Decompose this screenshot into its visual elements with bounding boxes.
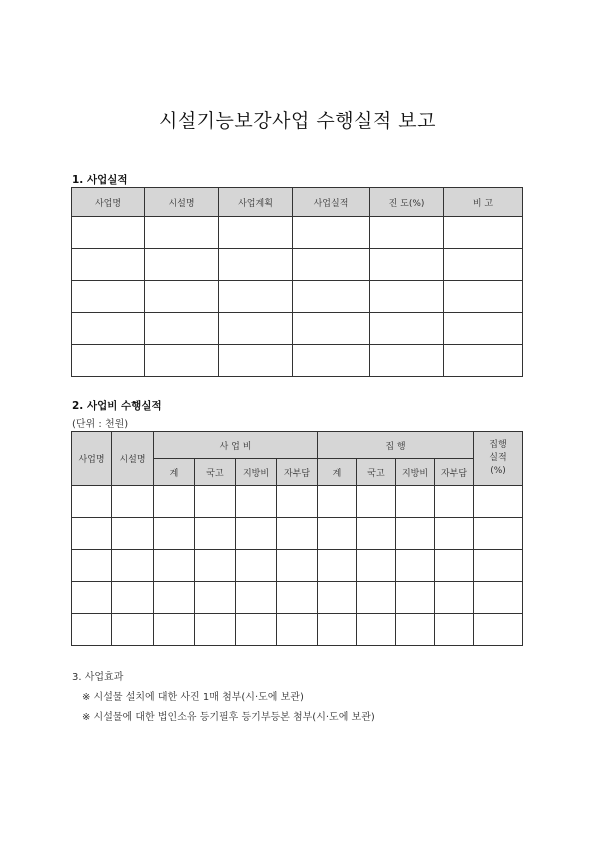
table-cell[interactable]	[396, 550, 435, 582]
table-cell[interactable]	[277, 486, 318, 518]
page-title: 시설기능보강사업 수행실적 보고	[158, 110, 437, 132]
header-facility-name: 시설명	[112, 432, 154, 486]
section3-effects	[72, 668, 375, 728]
table-cell[interactable]	[357, 614, 396, 646]
table-cell[interactable]	[219, 281, 293, 313]
table-cell[interactable]	[318, 582, 357, 614]
table-cell[interactable]	[72, 550, 112, 582]
table-cell[interactable]	[154, 582, 195, 614]
table-cell[interactable]	[72, 518, 112, 550]
table-cell[interactable]	[435, 518, 474, 550]
table-cell[interactable]	[474, 550, 523, 582]
table-cell[interactable]	[293, 313, 370, 345]
table-cell[interactable]	[72, 281, 145, 313]
table-row	[72, 217, 523, 249]
table-cell[interactable]	[236, 614, 277, 646]
header-exec-local: 지방비	[396, 459, 435, 486]
table-cell[interactable]	[112, 582, 154, 614]
table-cell[interactable]	[72, 486, 112, 518]
table-cell[interactable]	[318, 518, 357, 550]
table-row	[72, 313, 523, 345]
note-photo: ※ 시설물 설치에 대한 사진 1매 첨부(시·도에 보관)	[82, 692, 304, 703]
table-cell[interactable]	[112, 550, 154, 582]
table-cell[interactable]	[112, 486, 154, 518]
note-registry: ※ 시설물에 대한 법인소유 등기필후 등기부등본 첨부(시·도에 보관)	[82, 712, 375, 723]
header-execution-rate-line1: 집행	[489, 440, 507, 450]
table-cell[interactable]	[154, 486, 195, 518]
table-cell[interactable]	[277, 614, 318, 646]
table-cell[interactable]	[444, 249, 523, 281]
header-budget-national: 국고	[195, 459, 236, 486]
table-cell[interactable]	[154, 518, 195, 550]
table-cell[interactable]	[357, 582, 396, 614]
table-cell[interactable]	[357, 550, 396, 582]
table-cell[interactable]	[318, 550, 357, 582]
header-budget-local: 지방비	[236, 459, 277, 486]
header-execution-rate-line2: 실적	[489, 453, 507, 463]
table-header-row	[72, 188, 523, 217]
table-cell[interactable]	[236, 582, 277, 614]
table-cell[interactable]	[396, 582, 435, 614]
table-cell[interactable]	[195, 582, 236, 614]
table-cell[interactable]	[370, 281, 444, 313]
table-cell[interactable]	[195, 550, 236, 582]
budget-execution-table	[71, 431, 523, 646]
header-exec-total: 계	[318, 459, 357, 486]
table-cell[interactable]	[444, 345, 523, 377]
table-cell[interactable]	[154, 550, 195, 582]
table-cell[interactable]	[293, 281, 370, 313]
table-cell[interactable]	[219, 217, 293, 249]
table-cell[interactable]	[154, 614, 195, 646]
table-cell[interactable]	[72, 313, 145, 345]
table-cell[interactable]	[396, 486, 435, 518]
header-progress: 진 도(%)	[370, 188, 444, 217]
header-business-name: 사업명	[72, 188, 145, 217]
unit-label: (단위 : 천원)	[72, 419, 129, 430]
header-budget-group: 사 업 비	[154, 432, 318, 459]
table-cell[interactable]	[195, 486, 236, 518]
table-cell[interactable]	[72, 582, 112, 614]
table-cell[interactable]	[396, 518, 435, 550]
table-cell[interactable]	[444, 281, 523, 313]
table-cell[interactable]	[72, 249, 145, 281]
table-cell[interactable]	[112, 518, 154, 550]
table-row	[72, 582, 523, 614]
table-cell[interactable]	[236, 518, 277, 550]
table-cell[interactable]	[145, 313, 219, 345]
table-cell[interactable]	[145, 345, 219, 377]
table-row	[72, 550, 523, 582]
table-cell[interactable]	[145, 217, 219, 249]
table-row	[72, 281, 523, 313]
table-cell[interactable]	[112, 614, 154, 646]
table-cell[interactable]	[370, 313, 444, 345]
header-business-plan: 사업계획	[219, 188, 293, 217]
table-cell[interactable]	[236, 550, 277, 582]
table-cell[interactable]	[277, 582, 318, 614]
table-cell[interactable]	[72, 217, 145, 249]
table-cell[interactable]	[370, 345, 444, 377]
table-cell[interactable]	[236, 486, 277, 518]
table-cell[interactable]	[435, 614, 474, 646]
table-cell[interactable]	[444, 217, 523, 249]
table-cell[interactable]	[435, 582, 474, 614]
header-remarks: 비 고	[444, 188, 523, 217]
table-cell[interactable]	[72, 345, 145, 377]
table-cell[interactable]	[277, 518, 318, 550]
table-row	[72, 486, 523, 518]
table-cell[interactable]	[357, 486, 396, 518]
header-budget-total: 계	[154, 459, 195, 486]
table-cell[interactable]	[370, 217, 444, 249]
table-cell[interactable]	[370, 249, 444, 281]
table-cell[interactable]	[72, 614, 112, 646]
table-cell[interactable]	[474, 518, 523, 550]
business-performance-table	[71, 187, 523, 377]
table-cell[interactable]	[219, 249, 293, 281]
table-cell[interactable]	[435, 486, 474, 518]
table-cell[interactable]	[318, 486, 357, 518]
table-cell[interactable]	[396, 614, 435, 646]
table-cell[interactable]	[318, 614, 357, 646]
table-cell[interactable]	[474, 486, 523, 518]
table-cell[interactable]	[474, 582, 523, 614]
header-execution-group: 집 행	[318, 432, 474, 459]
header-execution-rate	[474, 432, 523, 486]
header-execution-rate-line3: (%)	[490, 466, 506, 476]
table-cell[interactable]	[293, 249, 370, 281]
table-cell[interactable]	[444, 313, 523, 345]
header-budget-self: 자부담	[277, 459, 318, 486]
table-cell[interactable]	[145, 249, 219, 281]
header-exec-national: 국고	[357, 459, 396, 486]
table-row	[72, 249, 523, 281]
header-exec-self: 자부담	[435, 459, 474, 486]
section1-heading: 1. 사업실적	[72, 174, 128, 186]
table-cell[interactable]	[435, 550, 474, 582]
table-cell[interactable]	[195, 518, 236, 550]
table-cell[interactable]	[474, 614, 523, 646]
table-cell[interactable]	[293, 217, 370, 249]
table-row	[72, 518, 523, 550]
table-cell[interactable]	[293, 345, 370, 377]
table-row	[72, 345, 523, 377]
table-cell[interactable]	[277, 550, 318, 582]
header-facility-name: 시설명	[145, 188, 219, 217]
section2-heading: 2. 사업비 수행실적	[72, 400, 162, 412]
table-cell[interactable]	[145, 281, 219, 313]
table-cell[interactable]	[219, 313, 293, 345]
header-business-result: 사업실적	[293, 188, 370, 217]
section3-heading: 3. 사업효과	[72, 672, 124, 683]
header-business-name: 사업명	[72, 432, 112, 486]
table-cell[interactable]	[357, 518, 396, 550]
table-cell[interactable]	[195, 614, 236, 646]
table-row	[72, 614, 523, 646]
table-header-row	[72, 432, 523, 459]
table-cell[interactable]	[219, 345, 293, 377]
